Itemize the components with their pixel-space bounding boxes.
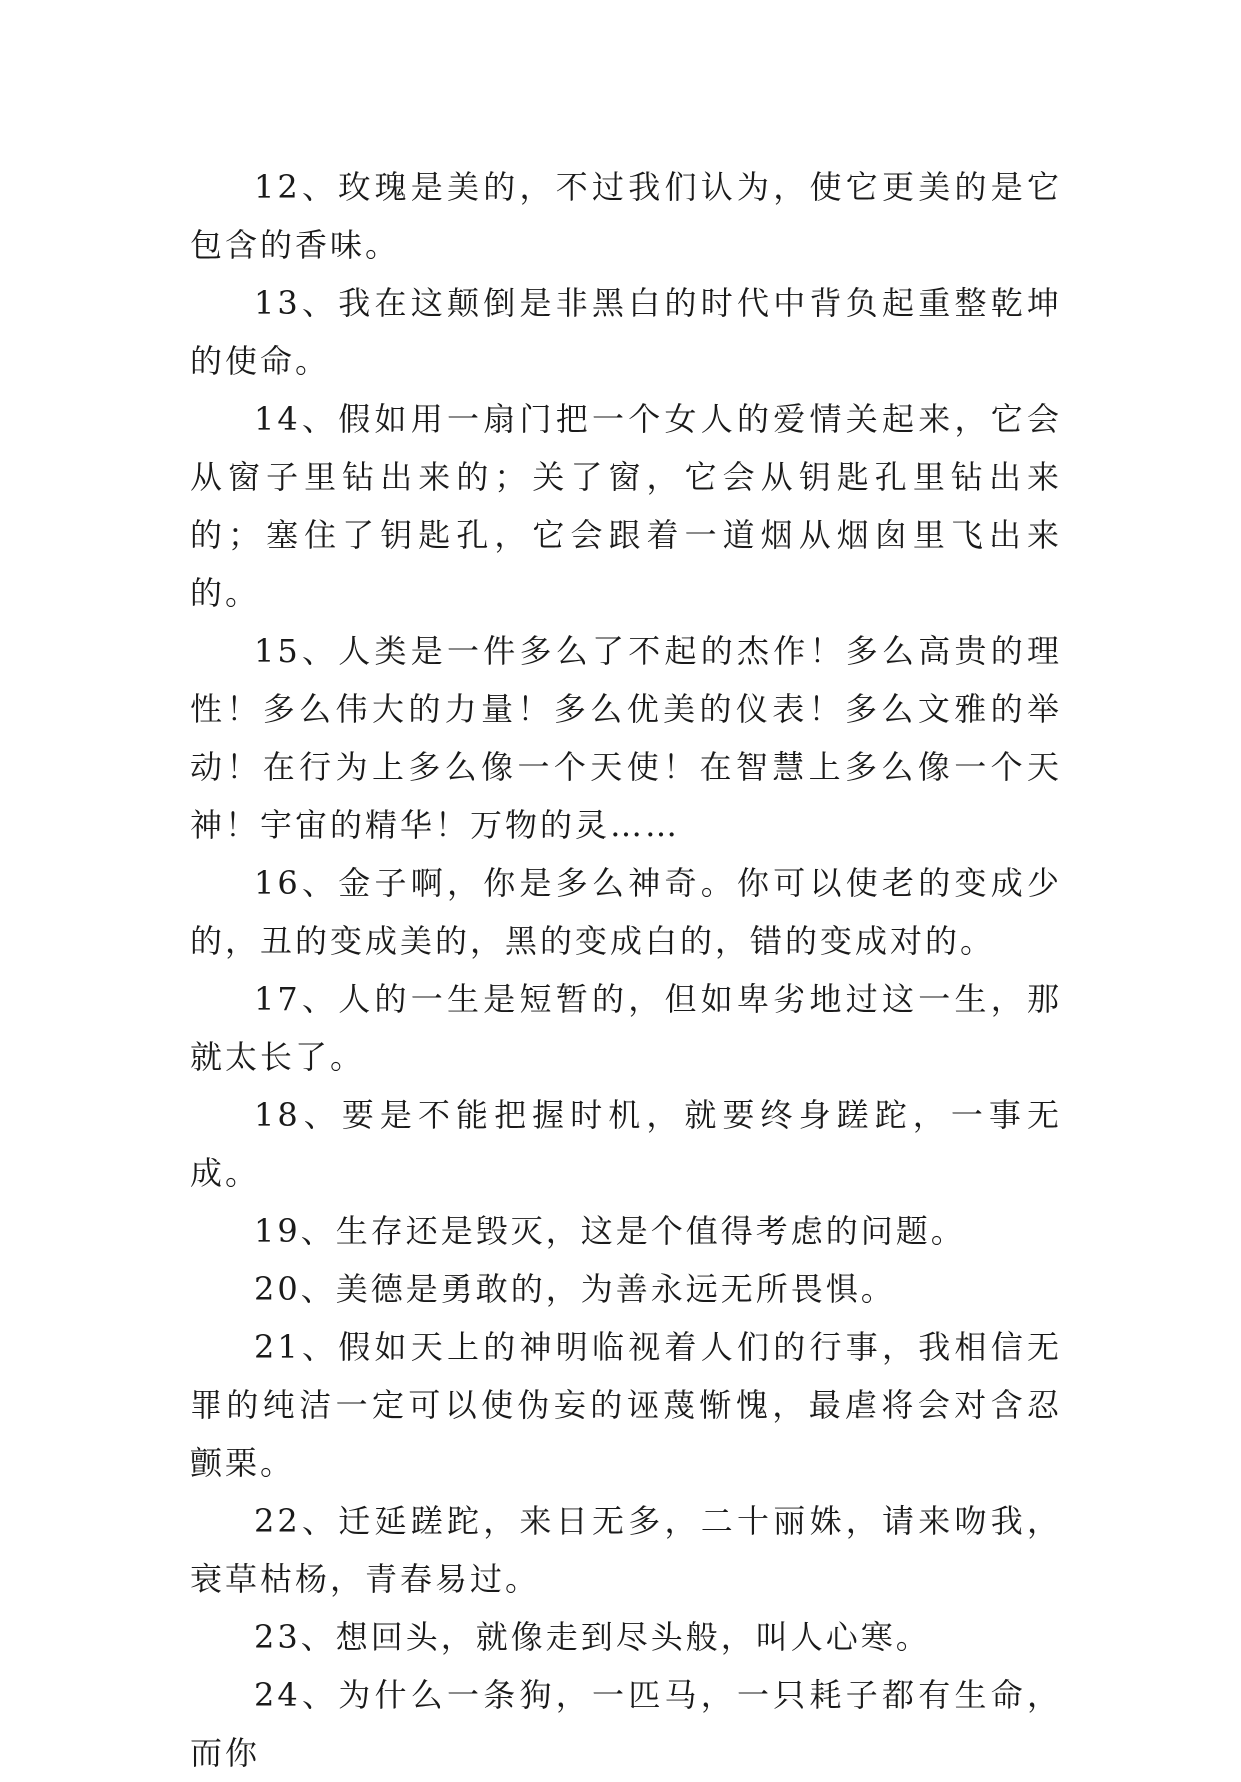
paragraph: 17、人的一生是短暂的，但如卑劣地过这一生，那就太长了。 xyxy=(190,980,1062,1076)
paragraph: 24、为什么一条狗，一匹马，一只耗子都有生命，而你 xyxy=(190,1676,1062,1772)
body-text xyxy=(190,158,1062,1782)
paragraph: 13、我在这颠倒是非黑白的时代中背负起重整乾坤的使命。 xyxy=(190,284,1062,380)
paragraph: 16、金子啊，你是多么神奇。你可以使老的变成少的，丑的变成美的，黑的变成白的，错的变成对的。 xyxy=(190,864,1062,960)
paragraph: 21、假如天上的神明临视着人们的行事，我相信无罪的纯洁一定可以使伪妄的诬蔑惭愧，最虐将会对含忍颤栗。 xyxy=(190,1328,1062,1482)
paragraph: 23、想回头，就像走到尽头般，叫人心寒。 xyxy=(254,1618,931,1656)
paragraph: 12、玫瑰是美的，不过我们认为，使它更美的是它包含的香味。 xyxy=(190,168,1062,264)
paragraph: 20、美德是勇敢的，为善永远无所畏惧。 xyxy=(254,1270,896,1308)
paragraph: 14、假如用一扇门把一个女人的爱情关起来，它会从窗子里钻出来的；关了窗，它会从钥匙孔里钻出来的；塞住了钥匙孔，它会跟着一道烟从烟囱里飞出来的。 xyxy=(190,400,1062,612)
paragraph: 15、人类是一件多么了不起的杰作！多么高贵的理性！多么伟大的力量！多么优美的仪表！多么文雅的举动！在行为上多么像一个天使！在智慧上多么像一个天神！宇宙的精华！万物的灵…… xyxy=(190,632,1062,844)
paragraph: 22、迁延蹉跎，来日无多，二十丽姝，请来吻我，衰草枯杨，青春易过。 xyxy=(190,1502,1062,1598)
paragraph: 18、要是不能把握时机，就要终身蹉跎，一事无成。 xyxy=(190,1096,1062,1192)
paragraph: 19、生存还是毁灭，这是个值得考虑的问题。 xyxy=(254,1212,966,1250)
